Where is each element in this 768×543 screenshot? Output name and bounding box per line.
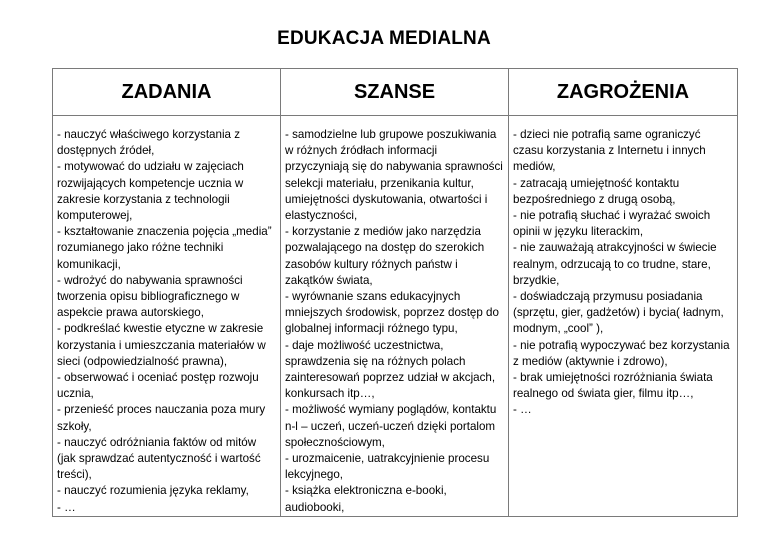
text-line: - samodzielne lub grupowe poszukiwania xyxy=(285,128,497,141)
media-education-table xyxy=(52,68,738,517)
text-line: - przenieść proces nauczania poza mury xyxy=(57,403,266,417)
text-line: realnego od świata gier, filmu itp…, xyxy=(513,387,694,401)
text-line: audiobooki, xyxy=(285,500,345,514)
text-line: aspekcie prawa autorskiego, xyxy=(57,306,204,320)
text-line: społecznościowym, xyxy=(285,435,385,449)
text-line: komunikacji, xyxy=(57,257,121,271)
text-line: komputerowej, xyxy=(57,209,133,223)
text-line: - wdrożyć do nabywania sprawności xyxy=(57,273,243,287)
text-line: - nauczyć właściwego korzystania z xyxy=(57,128,240,141)
text-line: - korzystanie z mediów jako narzędzia xyxy=(285,225,481,239)
text-line: konkursach itp…, xyxy=(285,387,375,401)
text-line: - zatracają umiejętność kontaktu xyxy=(513,176,680,190)
text-line: - obserwować i oceniać postęp rozwoju xyxy=(57,371,259,385)
text-line: mediów, xyxy=(513,160,556,174)
text-line: rozwijających kompetencje ucznia w xyxy=(57,176,244,190)
text-line: realnym, odrzucają to co trudne, stare, xyxy=(513,257,711,271)
text-line: zakątków świata, xyxy=(285,273,373,287)
text-line: zasobów kultury różnych państw i xyxy=(285,257,458,271)
text-line: zainteresowań poprzez udział w akcjach, xyxy=(285,371,496,385)
cell-zagrozenia xyxy=(509,116,738,517)
text-line: - … xyxy=(57,500,76,514)
content-row xyxy=(53,116,738,517)
text-line: dostępnych źródeł, xyxy=(57,144,155,158)
text-line: mniejszych środowisk, poprzez dostęp do xyxy=(285,306,499,320)
text-line: - nauczyć odróżniania faktów od mitów xyxy=(57,435,257,449)
text-line: - nie potrafią wypoczywać bez korzystania xyxy=(513,338,730,352)
text-line: - nie zauważają atrakcyjności w świecie xyxy=(513,241,717,255)
text-line: - książka elektroniczna e-booki, xyxy=(285,484,447,498)
text-line: opinii w języku literackim, xyxy=(513,225,644,239)
text-line: brzydkie, xyxy=(513,273,560,287)
text-line: z mediów (aktywnie i zdrowo), xyxy=(513,354,668,368)
text-line: korzystania i umieszczania materiałów w xyxy=(57,338,266,352)
text-line: - możliwość wymiany poglądów, kontaktu xyxy=(285,403,497,417)
text-line: - nauczyć rozumienia języka reklamy, xyxy=(57,484,249,498)
text-line: lekcyjnego, xyxy=(285,468,344,482)
text-line: - motywować do udziału w zajęciach xyxy=(57,160,244,174)
column-header-szanse: SZANSE xyxy=(281,69,509,116)
text-line: - daje możliwość uczestnictwa, xyxy=(285,338,444,352)
header-row xyxy=(53,69,738,116)
text-line: selekcji materiału, przenikania kultur, xyxy=(285,176,474,190)
text-line: - … xyxy=(513,403,532,417)
text-line: przyczyniają się do nabywania sprawności xyxy=(285,160,503,174)
text-line: globalnej informacji różnego typu, xyxy=(285,322,458,336)
text-line: - urozmaicenie, uatrakcyjnienie procesu xyxy=(285,452,490,466)
text-line: - wyrównanie szans edukacyjnych xyxy=(285,290,461,304)
text-line: treści), xyxy=(57,468,92,482)
text-line: - kształtowanie znaczenia pojęcia „media” xyxy=(57,225,272,239)
text-line: sieci (odpowiedzialność prawna), xyxy=(57,354,228,368)
cell-szanse xyxy=(281,116,509,517)
column-header-zadania: ZADANIA xyxy=(53,69,281,116)
text-line: zakresie korzystania z technologii xyxy=(57,192,230,206)
text-line: - nie potrafią słuchać i wyrażać swoich xyxy=(513,209,711,223)
text-line: tworzenia opisu bibliograficznego w xyxy=(57,290,240,304)
text-line: rozumianego jako różne techniki xyxy=(57,241,224,255)
text-line: - podkreślać kwestie etyczne w zakresie xyxy=(57,322,264,336)
text-line: - brak umiejętności rozróżniania świata xyxy=(513,371,713,385)
page-title: EDUKACJA MEDIALNA xyxy=(277,28,491,49)
text-line: - dzieci nie potrafią same ograniczyć xyxy=(513,128,701,141)
text-line: (sprzętu, gier, gadżetów) i bycia( ładnym, xyxy=(513,306,724,320)
text-line: - doświadczają przymusu posiadania xyxy=(513,290,703,304)
text-line: bezpośredniego z drugą osobą, xyxy=(513,192,676,206)
text-line: elastyczności, xyxy=(285,209,358,223)
text-line: w różnych źródłach informacji xyxy=(285,144,438,158)
text-line: sprawdzenia się na różnych polach xyxy=(285,354,466,368)
column-header-zagrozenia: ZAGROŻENIA xyxy=(509,69,738,116)
text-line: modnym, „cool” ), xyxy=(513,322,604,336)
text-line: pozwalającego na dostęp do szerokich xyxy=(285,241,485,255)
text-line: (jak sprawdzać autentyczność i wartość xyxy=(57,452,261,466)
text-line: szkoły, xyxy=(57,419,92,433)
text-line: umiejętności dyskutowania, otwartości i xyxy=(285,192,488,206)
text-line: ucznia, xyxy=(57,387,94,401)
cell-zadania xyxy=(53,116,281,517)
text-line: n-l – uczeń, uczeń-uczeń dzięki portalom xyxy=(285,419,496,433)
text-line: czasu korzystania z Internetu i innych xyxy=(513,144,706,158)
